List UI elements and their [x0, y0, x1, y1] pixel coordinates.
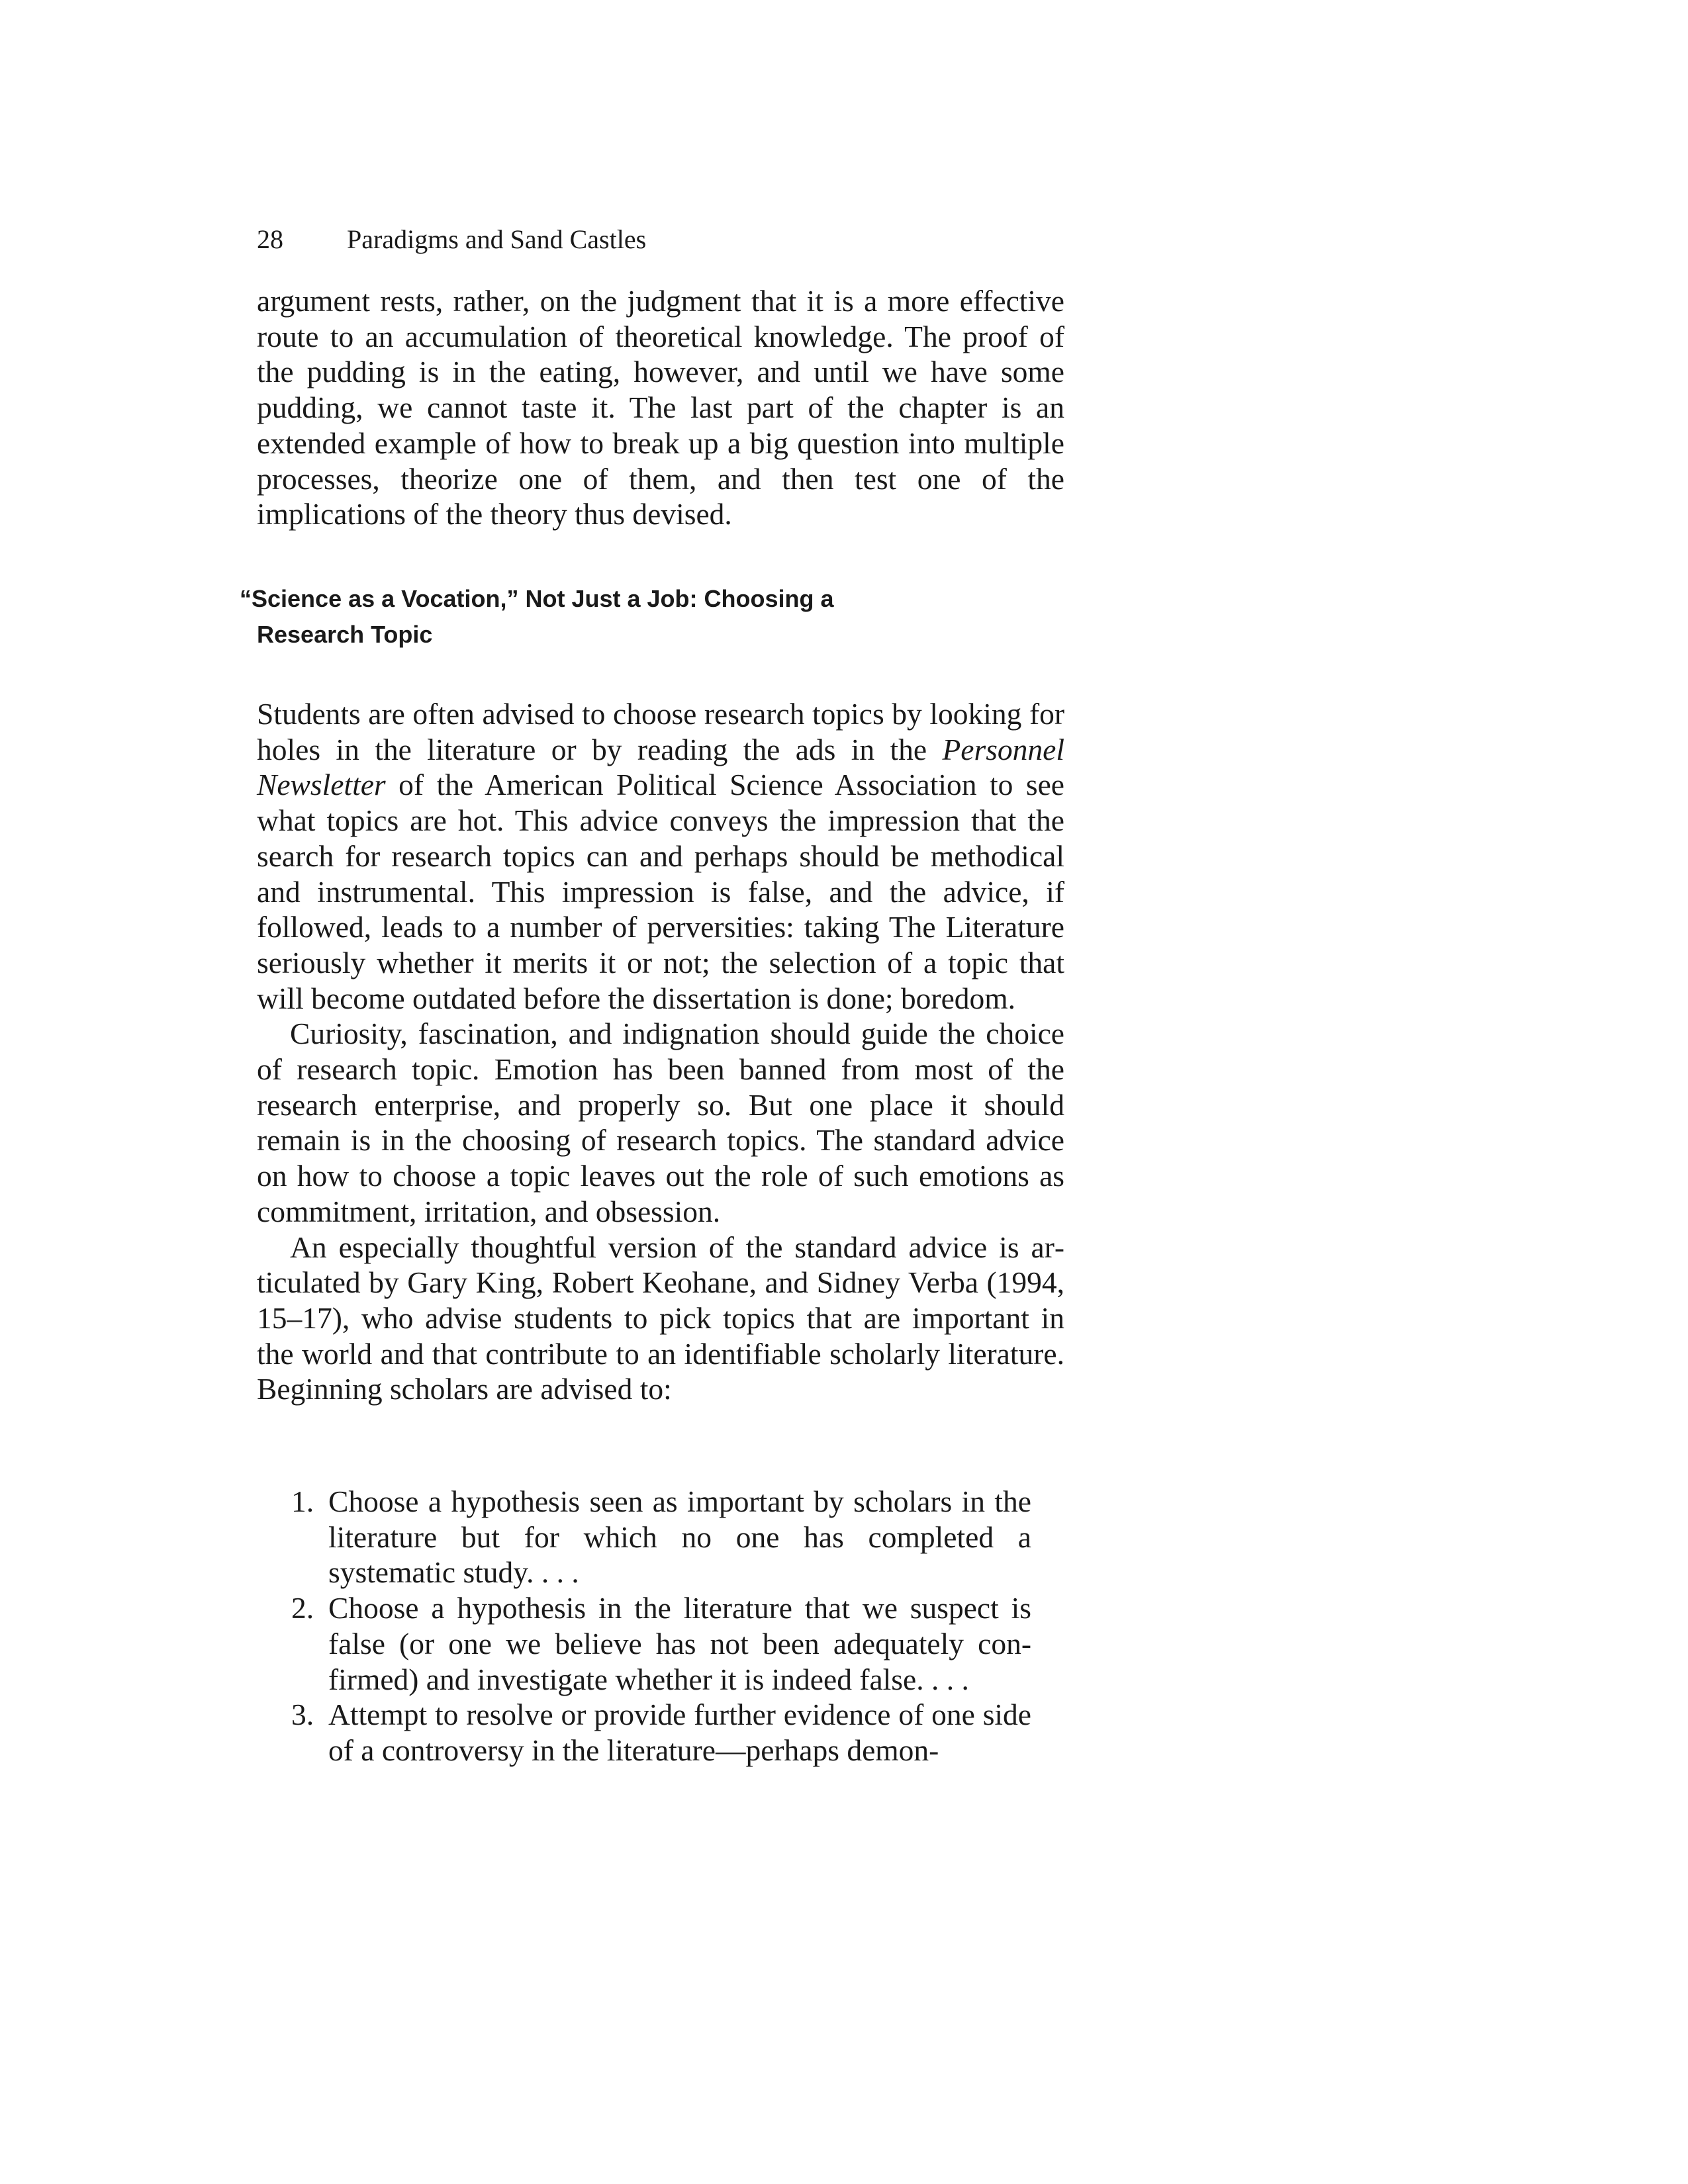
paragraph-3: An especially thoughtful version of the standard advice is articulated by Gary King, Robert Keohane, and Sidney Verba (1994, 15–17), who advise students to pick topics that are important in the world and that contribute to an identifiable scholarly literature. Beginning scholars are advised to:	[257, 1230, 1064, 1406]
list-item-text: Choose a hypothesis in the literature that we suspect is false (or one we believe has not been adequately confirmed) and investigate whether it is indeed false. . . .	[328, 1591, 1031, 1696]
paragraph-1-start: Students are often advised to choose research topics by looking for holes in the literature or by reading the ads in the	[257, 697, 1064, 766]
list-item-number: 1.	[291, 1484, 314, 1518]
publication-title: Personnel Newsletter	[257, 732, 1064, 802]
list-item	[257, 1590, 1031, 1697]
running-head	[257, 222, 646, 257]
opening-paragraph: argument rests, rather, on the judgment that it is a more effective route to an accumulation of theoretical knowledge. The proof of the pudding is in the eating, however, and until we have some pudding, we cannot taste it. The last part of the chapter is an extended example of how to break up a big question into multiple processes, theorize one of them, and then test one of the implications of the theory thus devised.	[257, 284, 1064, 531]
paragraph-1	[257, 696, 1064, 1016]
list-item-text: Attempt to resolve or provide further evidence of one side of a controversy in the literature—perhaps demon-	[328, 1698, 1031, 1767]
section-heading-line-2: Research Topic	[257, 621, 433, 648]
section-heading-line-1: “Science as a Vocation,” Not Just a Job: Choosing a	[240, 585, 834, 612]
page-number: 28	[257, 224, 283, 254]
paragraph-1-end: of the American Political Science Association to see what topics are hot. This advice conveys the impression that the search for research topics can and perhaps should be methodical and instrumental. This impression is false, and the advice, if followed, leads to a number of perversities: taking The Literature seriously whether it merits it or not; the selection of a topic that will become outdated before the dissertation is done; boredom.	[257, 768, 1064, 1015]
list-item	[257, 1697, 1031, 1768]
running-head-title: Paradigms and Sand Castles	[347, 224, 647, 254]
list-item-number: 3.	[291, 1698, 314, 1732]
numbered-list	[257, 1484, 1031, 1768]
opening-text-block	[257, 283, 1064, 532]
paragraph-2: Curiosity, fascination, and indignation should guide the choice of research topic. Emotion has been banned from most of the research enterprise, and properly so. But one place it should remain is in the choosing of research topics. The standard advice on how to choose a topic leaves out the role of such emotions as commitment, irritation, and obsession.	[257, 1017, 1064, 1228]
list-item-text: Choose a hypothesis seen as important by scholars in the literature but for which no one has completed a systematic study. . . .	[328, 1484, 1031, 1590]
main-text-block	[257, 696, 1064, 1407]
section-heading	[240, 581, 902, 653]
list-item-number: 2.	[291, 1591, 314, 1625]
list-item	[257, 1484, 1031, 1590]
